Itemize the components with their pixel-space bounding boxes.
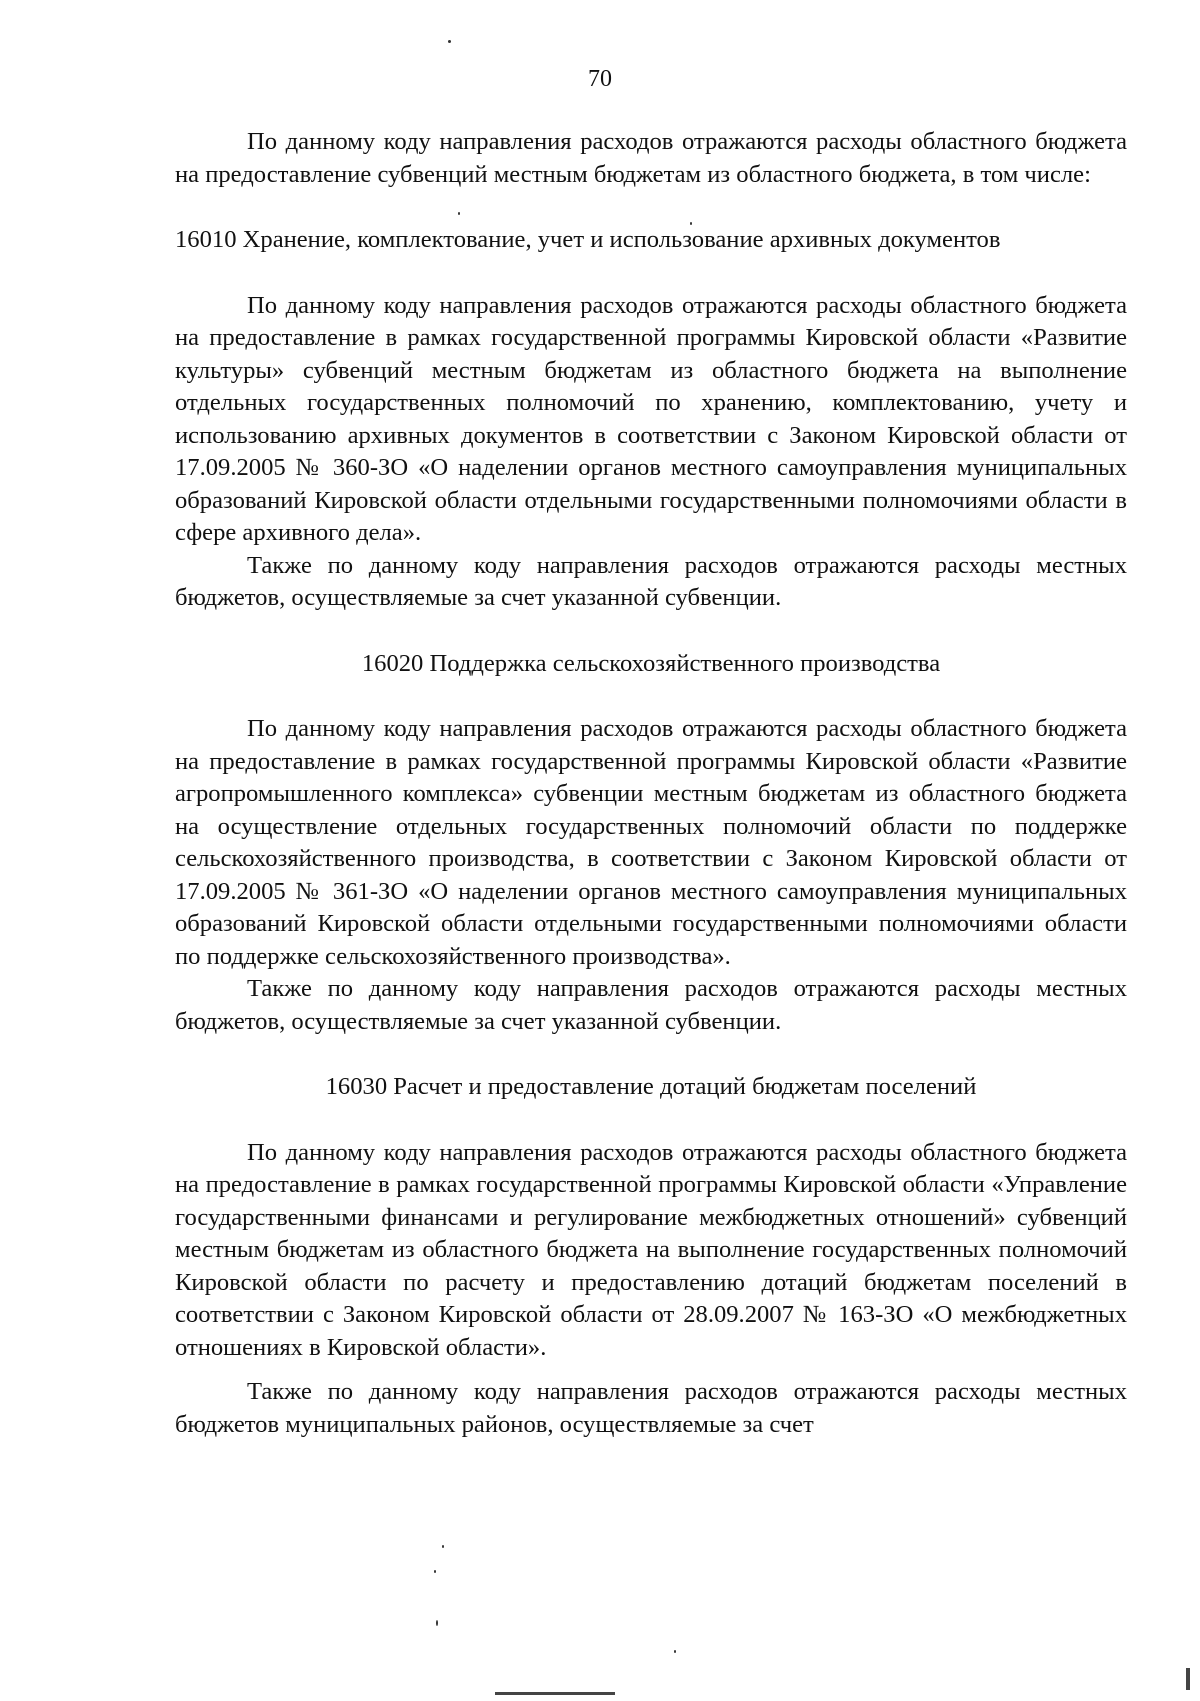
scan-speck: [674, 1650, 676, 1653]
scan-speck: [448, 40, 451, 43]
scan-speck: [458, 212, 460, 215]
scan-speck: [690, 222, 692, 225]
page-number: 70: [588, 66, 612, 92]
scan-edge-artifact: [1186, 1668, 1190, 1690]
section-16020-local-budgets-paragraph: Также по данному коду направления расходов отражаются расходы местных бюджетов, осуществляемые за счет указанной субвенции.: [175, 975, 1127, 1035]
section-16020-paragraph: По данному коду направления расходов отражаются расходы областного бюджета на предоставление в рамках государственной программы Кировской области «Развитие агропромышленного комплекса» субвенции местным бюджетам из областного бюджета на осуществление отдельных государственных полномочий области по поддержке сельскохозяйственного производства, в соответствии с Законом Кировской области от 17.09.2005 № 361-ЗО «О наделении органов местного самоуправления муниципальных образований Кировской области отдельными государственными полномочиями области по поддержке сельскохозяйственного производства».: [175, 715, 1127, 970]
section-16030-paragraph: По данному коду направления расходов отражаются расходы областного бюджета на предоставление в рамках государственной программы Кировской области «Управление государственными финансами и регулирование межбюджетных отношений» субвенций местным бюджетам из областного бюджета на выполнение государственных полномочий Кировской области по расчету и предоставлению дотаций бюджетам поселений в соответствии с Законом Кировской области от 28.09.2007 № 163-ЗО «О межбюджетных отношениях в Кировской области».: [175, 1138, 1127, 1361]
document-body: [175, 126, 1127, 1441]
scan-speck: [436, 1620, 438, 1626]
section-16030-local-budgets-paragraph: Также по данному коду направления расходов отражаются расходы местных бюджетов муниципальных районов, осуществляемые за счет: [175, 1378, 1127, 1438]
section-heading-16020: 16020 Поддержка сельскохозяйственного производства: [361, 649, 941, 677]
intro-paragraph: По данному коду направления расходов отражаются расходы областного бюджета на предоставление субвенций местным бюджетам из областного бюджета, в том числе:: [175, 128, 1127, 188]
scan-speck: [442, 1545, 444, 1548]
scan-speck: [434, 1570, 436, 1573]
scan-edge-artifact: [495, 1692, 615, 1695]
section-heading-16030: 16030 Расчет и предоставление дотаций бюджетам поселений: [325, 1073, 977, 1100]
section-16010-paragraph: По данному коду направления расходов отражаются расходы областного бюджета на предоставление в рамках государственной программы Кировской области «Развитие культуры» субвенций местным бюджетам из областного бюджета на выполнение отдельных государственных полномочий по хранению, комплектованию, учету и использованию архивных документов в соответствии с Законом Кировской области от 17.09.2005 № 360-ЗО «О наделении органов местного самоуправления муниципальных образований Кировской области отдельными государственными полномочиями области в сфере архивного дела».: [175, 291, 1127, 546]
section-heading-16010: 16010 Хранение, комплектование, учет и использование архивных документов: [175, 226, 1001, 253]
section-16010-local-budgets-paragraph: Также по данному коду направления расходов отражаются расходы местных бюджетов, осуществляемые за счет указанной субвенции.: [175, 551, 1127, 611]
